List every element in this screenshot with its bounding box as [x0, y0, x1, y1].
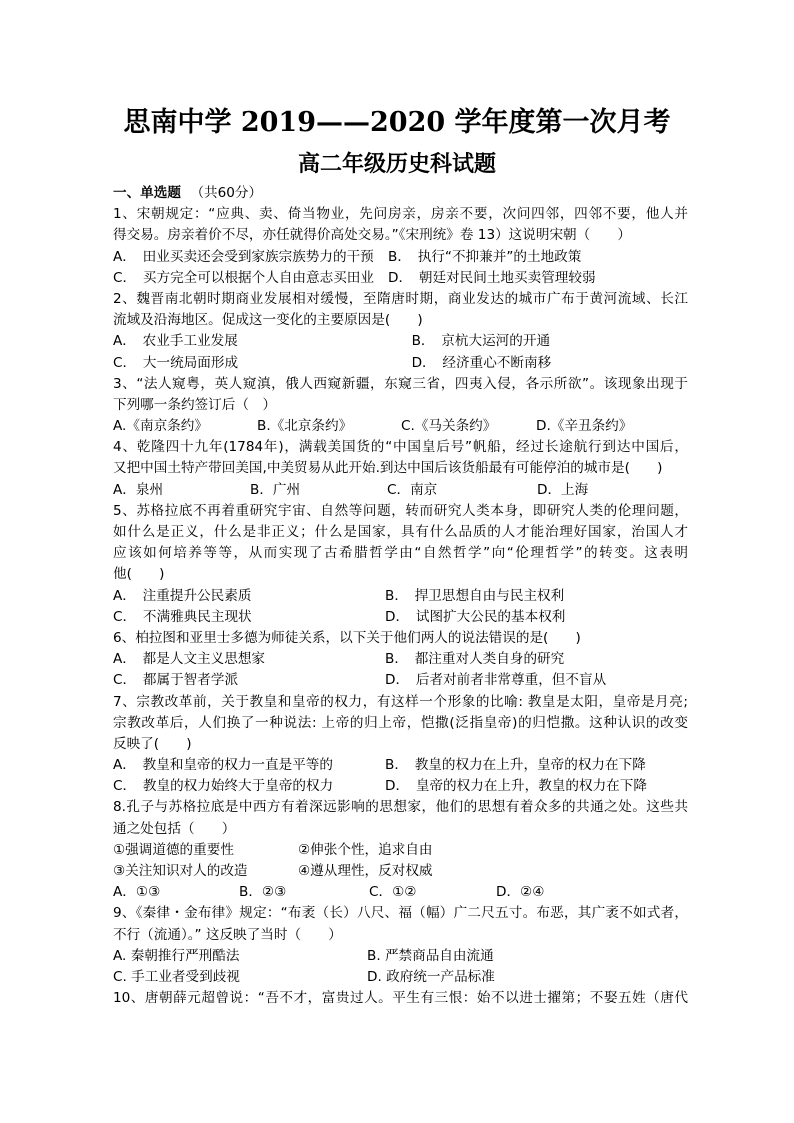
question-3: [113, 374, 688, 438]
question-stem-line: 8.孔子与苏格拉底是中西方有着深远影响的思想家，他们的思想有着众多的共通之处。这些共: [113, 799, 688, 816]
question-stem-line: 下列哪一条约签订后（ ）: [113, 396, 277, 413]
question-stem-line: 10、唐朝薛元超曾说：“吾不才，富贵过人。平生有三恨：始不以进士擢第；不娶五姓（唐代: [113, 990, 688, 1007]
option-row: [113, 586, 688, 607]
question-stem-line: 应该如何培养等等，从而实现了古希腊哲学由“自然哲学”向“伦理哲学”的转变。这表明: [113, 545, 688, 562]
option-c: C. 手工业者受到歧视: [113, 968, 240, 985]
option-b: B． 京杭大运河的开通: [411, 333, 551, 350]
option-c: C． 教皇的权力始终大于皇帝的权力: [113, 778, 334, 795]
option-a: A．泉州: [113, 481, 164, 498]
question-stem-line: 不行（流通）。” 这反映了当时（ ）: [113, 926, 342, 943]
exam-subtitle: 高二年级历史科试题: [297, 151, 496, 177]
statement-1: ①强调道德的重要性: [113, 841, 234, 858]
option-a: A． 田业买卖还会受到家族宗族势力的干预: [113, 248, 374, 265]
exam-content: [113, 183, 688, 1009]
option-row: [113, 776, 688, 797]
option-row: [113, 755, 688, 776]
question-stem-line: 得交易。房亲着价不尽，亦任就得价高处交易。”《宋刑统》卷 13）这说明宋朝（ ）: [113, 227, 632, 244]
question-stem-line: 他( ): [113, 566, 165, 583]
option-d: D.《辛丑条约》: [536, 418, 633, 435]
option-c: C.《马关条约》: [401, 418, 497, 435]
question-8: [113, 797, 688, 903]
option-d: D． 试图扩大公民的基本权利: [385, 608, 566, 625]
option-row: [113, 882, 688, 903]
option-c: C． 大一统局面形成: [113, 354, 239, 371]
statement-4: ④遵从理性，反对权威: [298, 863, 433, 879]
option-row: [113, 967, 688, 988]
question-2: [113, 289, 688, 374]
question-7: [113, 692, 688, 798]
option-a: A． 农业手工业发展: [113, 333, 238, 350]
question-stem-line: 又把中国土特产带回美国,中美贸易从此开始.到达中国后该货船最有可能停泊的城市是( ): [113, 460, 663, 477]
option-b: B．广州: [250, 481, 301, 498]
option-c: C．①②: [369, 884, 417, 901]
option-row: [113, 247, 688, 268]
question-stem-line: 6、柏拉图和亚里士多德为师徒关系，以下关于他们两人的说法错误的是( ): [113, 629, 581, 646]
question-4: [113, 437, 688, 501]
option-b: B.《北京条约》: [257, 418, 353, 435]
option-d: D． 后者对前者非常尊重，但不盲从: [385, 672, 607, 689]
question-10: [113, 988, 688, 1009]
option-b: B． 捍卫思想自由与民主权利: [385, 587, 565, 604]
question-stem-line: 4、乾隆四十九年(1784年)，满载美国货的“中国皇后号”帆船，经过长途航行到达中国后，: [113, 439, 688, 456]
option-b: B． 都注重对人类自身的研究: [385, 651, 565, 668]
option-a: A. 秦朝推行严刑酷法: [113, 947, 240, 964]
option-d: D． 经济重心不断南移: [411, 354, 552, 371]
option-a: A． 注重提升公民素质: [113, 587, 252, 604]
question-stem-line: 反映了( ): [113, 735, 192, 752]
option-c: C． 都属于智者学派: [113, 672, 239, 689]
question-stem-line: 9、《秦律・金布律》规定：“布袤（长）八尺、福（幅）广二尺五寸。布恶，其广袤不如式者，: [113, 905, 688, 922]
option-d: D. 政府统一产品标准: [367, 968, 495, 985]
question-6: [113, 628, 688, 692]
option-b: B． 教皇的权力在上升，皇帝的权力在下降: [385, 757, 646, 774]
question-stem-line: 2、魏晋南北朝时期商业发展相对缓慢，至隋唐时期，商业发达的城市广布于黄河流域、长江: [113, 290, 688, 307]
question-stem-line: 如什么是正义，什么是非正义；什么是国家，具有什么品质的人才能治理好国家，治国人才: [113, 524, 688, 540]
question-stem-line: 1、宋朝规定：“应典、卖、倚当物业，先问房亲，房亲不要，次问四邻，四邻不要，他人并: [113, 206, 688, 223]
option-row: [113, 946, 688, 967]
option-a: A． 教皇和皇帝的权力一直是平等的: [113, 757, 333, 774]
option-row: [113, 670, 688, 691]
option-c: C．南京: [387, 481, 438, 498]
option-d: D． 皇帝的权力在上升，教皇的权力在下降: [385, 778, 647, 795]
option-b: B． 执行“不抑兼并”的土地政策: [388, 248, 582, 265]
statement-3: ③关注知识对人的改造: [113, 863, 248, 879]
option-d: D．②④: [496, 884, 545, 901]
statement-row: [113, 840, 688, 861]
question-stem-line: 宗教改革后，人们换了一种说法: 上帝的归上帝，恺撒(泛指皇帝)的归恺撒。这种认识的改变: [113, 714, 688, 731]
question-1: [113, 204, 688, 289]
statement-row: [113, 861, 688, 882]
option-row: [113, 480, 688, 501]
option-row: [113, 268, 688, 289]
question-5: [113, 501, 688, 628]
option-c: C． 买方完全可以根据个人自由意志买田业: [113, 269, 374, 286]
option-b: B．②③: [239, 884, 287, 901]
question-stem-line: 流域及沿海地区。促成这一变化的主要原因是( ): [113, 312, 423, 329]
option-row: [113, 353, 688, 374]
exam-title: 思南中学 2019——2020 学年度第一次月考: [123, 107, 671, 138]
section-heading: 一、单选题 （共60分）: [113, 185, 263, 201]
option-d: D．上海: [537, 481, 589, 498]
option-a: A． 都是人文主义思想家: [113, 651, 266, 668]
question-stem-line: 通之处包括（ ）: [113, 820, 236, 837]
option-d: D． 朝廷对民间土地买卖管理较弱: [388, 269, 596, 286]
option-row: [113, 607, 688, 628]
question-stem-line: 7、宗教改革前，关于教皇和皇帝的权力，有这样一个形象的比喻: 教皇是太阳，皇帝是月亮;: [113, 693, 688, 710]
option-b: B. 严禁商品自由流通: [367, 947, 494, 964]
question-stem-line: 3、“法人窥粤，英人窥滇，俄人西窥新疆，东窥三省，四夷入侵，各示所欲”。该现象出现于: [113, 375, 688, 392]
statement-2: ②伸张个性，追求自由: [298, 841, 433, 858]
question-9: [113, 903, 688, 988]
option-a: A．①③: [113, 884, 161, 901]
option-c: C． 不满雅典民主现状: [113, 608, 252, 625]
option-row: [113, 331, 688, 352]
option-a: A.《南京条约》: [113, 418, 208, 435]
option-row: [113, 416, 688, 437]
question-stem-line: 5、苏格拉底不再着重研究宇宙、自然等问题，转而研究人类本身，即研究人类的伦理问题，: [113, 502, 688, 519]
option-row: [113, 649, 688, 670]
